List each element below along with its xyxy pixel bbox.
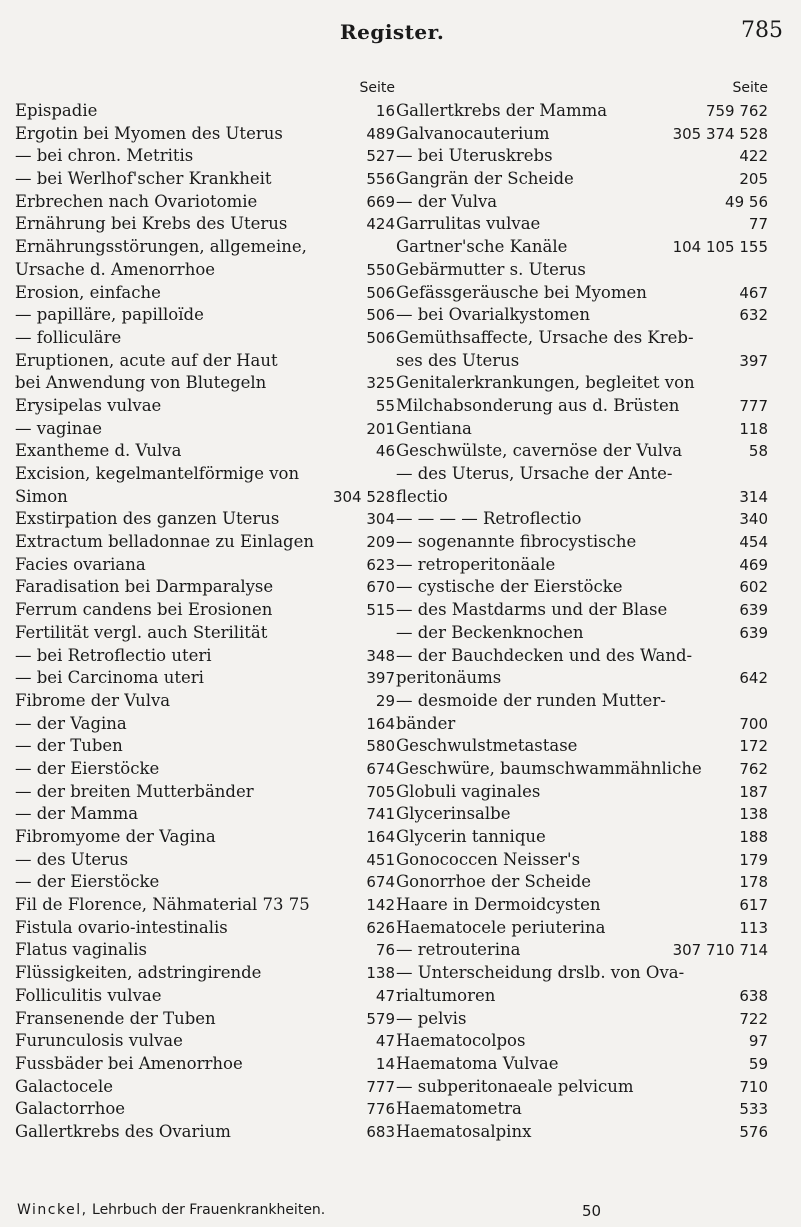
index-entry-term: — subperitonaeale pelvicum: [396, 1076, 634, 1096]
index-entry: [15, 599, 395, 622]
index-entry-pages: 304 528: [332, 487, 395, 506]
index-entry: [396, 236, 768, 259]
index-entry-pages: 506: [366, 328, 395, 347]
page-number: 785: [741, 18, 783, 43]
index-entry-term: — bei Werlhof'scher Krankheit: [15, 169, 272, 189]
index-entry: [15, 781, 395, 804]
index-entry-pages: 759 762: [705, 102, 768, 120]
index-entry-pages: 209: [366, 533, 395, 552]
index-entry: [396, 803, 768, 826]
index-entry-term: — bei chron. Metritis: [15, 146, 194, 166]
index-entry-term: Erysipelas vulvae: [15, 395, 162, 415]
right-column-seite-label: Seite: [732, 80, 768, 96]
index-entry: [15, 463, 395, 486]
index-entry-pages: 304: [366, 510, 395, 529]
index-entry: [396, 962, 768, 985]
index-entry: [15, 645, 395, 668]
index-entry-pages: 77: [748, 215, 768, 234]
index-entry-term: Ernährung bei Krebs des Uterus: [15, 214, 288, 234]
index-entry-term: Simon: [15, 486, 68, 506]
index-entry-pages: 187: [739, 782, 768, 801]
index-entry-pages: 451: [366, 850, 395, 869]
index-entry-term: Galactorrhoe: [15, 1099, 126, 1119]
index-entry: [15, 713, 395, 736]
index-entry: [396, 440, 768, 463]
index-entry-term: rialtumoren: [396, 985, 496, 1005]
index-entry-term: Furunculosis vulvae: [15, 1031, 183, 1051]
index-entry-pages: 576: [739, 1122, 768, 1141]
index-entry: [396, 1121, 768, 1144]
index-entry: [15, 917, 395, 940]
index-entry-term: — des Mastdarms und der Blase: [396, 600, 668, 620]
index-entry-pages: 97: [748, 1032, 768, 1051]
index-entry-term: Fistula ovario-intestinalis: [15, 917, 228, 937]
index-entry: [15, 418, 395, 441]
index-entry-term: Faradisation bei Darmparalyse: [15, 577, 274, 597]
index-entry: [396, 145, 768, 168]
index-entry: [15, 735, 395, 758]
index-entry: [396, 508, 768, 531]
left-index-list: [15, 100, 395, 1144]
index-entry: [15, 667, 395, 690]
index-entry-term: peritonäums: [396, 668, 502, 688]
index-entry-term: Fransenende der Tuben: [15, 1008, 216, 1028]
index-entry: [396, 304, 768, 327]
index-entry-term: Extractum belladonnae zu Einlagen: [15, 532, 314, 552]
index-entry-pages: 580: [366, 737, 395, 756]
index-entry-term: Glycerinsalbe: [396, 804, 511, 824]
footer-author: Winckel,: [17, 1202, 88, 1218]
index-entry: [396, 554, 768, 577]
index-entry-pages: 138: [739, 805, 768, 824]
index-entry-pages: 777: [739, 396, 768, 415]
index-entry-term: Glycerin tannique: [396, 827, 546, 846]
index-entry: [396, 871, 768, 894]
index-entry: [396, 622, 768, 645]
index-entry-term: — desmoide der runden Mutter-: [396, 690, 666, 710]
index-entry-term: — der Eierstöcke: [15, 872, 160, 892]
index-entry-pages: 29: [375, 691, 395, 710]
index-entry-term: — sogenannte fibrocystische: [396, 532, 637, 552]
index-entry-pages: 506: [366, 283, 395, 302]
index-entry-term: — der breiten Mutterbänder: [15, 781, 254, 801]
index-entry-term: — der Vulva: [396, 191, 498, 211]
index-entry-term: Flatus vaginalis: [15, 940, 148, 960]
index-entry: [396, 123, 768, 146]
index-entry: [15, 145, 395, 168]
index-entry-pages: 424: [366, 215, 395, 234]
index-entry-pages: 467: [739, 283, 768, 302]
index-entry-term: Genitalerkrankungen, begleitet von: [396, 373, 695, 393]
left-column-seite-label: Seite: [359, 80, 395, 96]
index-entry-term: Fibrome der Vulva: [15, 690, 171, 710]
index-entry-pages: 638: [739, 986, 768, 1005]
index-entry: [15, 576, 395, 599]
index-entry: [15, 622, 395, 645]
index-entry-term: — der Eierstöcke: [15, 758, 160, 778]
index-entry-pages: 515: [366, 601, 395, 620]
index-entry-pages: 670: [366, 578, 395, 597]
index-entry-pages: 142: [366, 896, 395, 915]
index-entry-term: Haematocele periuterina: [396, 917, 606, 937]
index-entry: [15, 826, 395, 849]
index-entry-pages: 46: [375, 442, 395, 461]
index-entry-term: Ernährungsstörungen, allgemeine,: [15, 237, 307, 257]
index-entry: [15, 100, 395, 123]
index-entry-term: Ursache d. Amenorrhoe: [15, 259, 216, 279]
index-entry: [15, 395, 395, 418]
index-entry: [15, 690, 395, 713]
index-entry: [15, 1098, 395, 1121]
index-entry-pages: 674: [366, 759, 395, 778]
index-entry: [396, 1053, 768, 1076]
index-entry-term: flectio: [396, 486, 448, 506]
index-entry-pages: 59: [748, 1054, 768, 1073]
index-entry: [15, 962, 395, 985]
index-entry-term: Exantheme d. Vulva: [15, 441, 182, 461]
index-entry-term: Fertilität vergl. auch Sterilität: [15, 622, 268, 642]
index-entry-pages: 454: [739, 533, 768, 552]
index-entry-pages: 556: [366, 170, 395, 189]
right-index-list: [396, 100, 768, 1144]
index-entry: [15, 372, 395, 395]
index-entry-pages: 533: [739, 1100, 768, 1119]
index-entry: [396, 327, 768, 350]
index-entry-term: Gangrän der Scheide: [396, 169, 574, 189]
index-entry-term: — der Vagina: [15, 713, 127, 733]
index-entry-pages: 700: [739, 714, 768, 733]
index-entry: [396, 1098, 768, 1121]
index-entry: [396, 486, 768, 509]
index-entry-pages: 58: [748, 442, 768, 461]
index-entry-pages: 397: [739, 351, 768, 370]
index-entry: [15, 486, 395, 509]
index-entry-term: Fussbäder bei Amenorrhoe: [15, 1053, 243, 1073]
index-entry: [15, 849, 395, 872]
index-entry-term: — — — — Retroflectio: [396, 509, 582, 529]
index-entry: [15, 531, 395, 554]
index-entry-pages: 683: [366, 1122, 395, 1141]
index-entry: [15, 508, 395, 531]
index-entry-term: Epispadie: [15, 101, 98, 120]
index-entry: [396, 372, 768, 395]
footer-book-title: Lehrbuch der Frauenkrankheiten.: [92, 1202, 326, 1218]
index-entry: [396, 418, 768, 441]
index-entry-pages: 632: [739, 306, 768, 325]
index-entry-pages: 55: [375, 396, 395, 415]
running-title: Register.: [340, 20, 445, 44]
index-entry-term: — Unterscheidung drslb. von Ova-: [396, 963, 685, 983]
index-entry-pages: 639: [739, 601, 768, 620]
index-entry-pages: 179: [739, 850, 768, 869]
index-entry: [15, 236, 395, 259]
index-entry-pages: 579: [366, 1009, 395, 1028]
index-entry: [396, 463, 768, 486]
index-entry-term: Folliculitis vulvae: [15, 985, 162, 1005]
index-entry-term: Gonorrhoe der Scheide: [396, 872, 592, 892]
page-header: [0, 18, 801, 50]
index-entry-term: Haematometra: [396, 1099, 522, 1119]
index-entry: [396, 713, 768, 736]
index-entry-pages: 201: [366, 419, 395, 438]
index-entry-pages: 705: [366, 782, 395, 801]
index-entry-term: — des Uterus: [15, 849, 129, 869]
index-entry-pages: 422: [739, 147, 768, 166]
index-entry-term: Globuli vaginales: [396, 781, 541, 801]
index-entry: [396, 576, 768, 599]
index-entry: [396, 690, 768, 713]
index-entry-pages: 305 374 528: [672, 124, 768, 143]
index-entry-term: Excision, kegelmantelförmige von: [15, 464, 300, 483]
index-entry-pages: 188: [739, 828, 768, 846]
index-entry: [396, 849, 768, 872]
index-entry-term: Garrulitas vulvae: [396, 214, 541, 234]
index-entry-pages: 49 56: [725, 192, 768, 211]
index-entry-pages: 172: [739, 737, 768, 756]
index-entry-term: Fibromyome der Vagina: [15, 827, 216, 846]
index-entry-pages: 741: [366, 805, 395, 824]
index-entry-pages: 340: [739, 510, 768, 529]
index-entry-pages: 325: [366, 374, 395, 393]
index-entry: [396, 259, 768, 282]
index-entry: [396, 826, 768, 849]
index-entry-term: Gentiana: [396, 418, 472, 438]
index-entry-term: Geschwülste, cavernöse der Vulva: [396, 441, 683, 461]
index-entry-pages: 307 710 714: [672, 941, 768, 960]
index-entry: [396, 1030, 768, 1053]
index-entry-pages: 762: [739, 759, 768, 778]
index-entry: [396, 282, 768, 305]
index-entry-pages: 164: [366, 828, 395, 846]
index-entry-pages: 16: [375, 102, 395, 120]
index-entry-pages: 550: [366, 260, 395, 279]
index-entry-term: — der Beckenknochen: [396, 622, 584, 642]
index-entry: [396, 1076, 768, 1099]
index-entry: [396, 168, 768, 191]
index-entry-pages: 164: [366, 714, 395, 733]
index-entry-term: Erosion, einfache: [15, 282, 161, 302]
index-entry: [15, 1121, 395, 1144]
index-entry-term: Ergotin bei Myomen des Uterus: [15, 123, 283, 143]
index-entry-pages: 623: [366, 555, 395, 574]
index-entry-term: Geschwulstmetastase: [396, 736, 578, 756]
index-entry: [396, 1008, 768, 1031]
index-entry: [15, 803, 395, 826]
index-entry: [396, 985, 768, 1008]
index-entry: [396, 758, 768, 781]
index-entry-pages: 642: [739, 669, 768, 688]
index-entry-term: Gonococcen Neisser's: [396, 849, 581, 869]
index-entry-term: Erbrechen nach Ovariotomie: [15, 191, 258, 211]
printer-signature: 50: [582, 1202, 602, 1220]
index-entry-pages: 348: [366, 646, 395, 665]
index-entry: [396, 395, 768, 418]
index-entry-term: — cystische der Eierstöcke: [396, 577, 623, 597]
index-entry: [15, 871, 395, 894]
index-entry-pages: 777: [366, 1077, 395, 1096]
index-entry: [396, 531, 768, 554]
index-entry-term: Fil de Florence, Nähmaterial 73 75: [15, 895, 310, 915]
index-entry: [396, 100, 768, 123]
index-entry: [396, 599, 768, 622]
index-entry: [15, 894, 395, 917]
index-entry: [15, 758, 395, 781]
index-entry: [15, 304, 395, 327]
index-entry: [396, 191, 768, 214]
index-entry-pages: 489: [366, 124, 395, 143]
index-entry: [15, 1076, 395, 1099]
index-entry-term: Geschwüre, baumschwammähnliche: [396, 758, 702, 778]
index-entry: [396, 735, 768, 758]
index-entry-term: — bei Uteruskrebs: [396, 146, 553, 166]
index-entry: [396, 213, 768, 236]
index-entry-term: Flüssigkeiten, adstringirende: [15, 963, 262, 983]
index-entry-pages: 602: [739, 578, 768, 597]
index-entry-term: Gallertkrebs der Mamma: [396, 101, 608, 120]
index-entry-pages: 205: [739, 170, 768, 189]
index-entry: [396, 350, 768, 373]
index-entry-term: bänder: [396, 713, 456, 733]
index-entry: [15, 440, 395, 463]
index-entry-term: — bei Ovarialkystomen: [396, 305, 590, 325]
index-entry-pages: 314: [739, 487, 768, 506]
index-entry-term: — papilläre, papilloïde: [15, 305, 204, 325]
index-entry-term: Exstirpation des ganzen Uterus: [15, 509, 280, 529]
index-entry-term: Facies ovariana: [15, 554, 146, 574]
index-entry-term: — folliculäre: [15, 327, 122, 347]
index-entry-term: Galvanocauterium: [396, 123, 550, 143]
index-entry-term: Haematosalpinx: [396, 1121, 532, 1141]
index-entry: [15, 1053, 395, 1076]
index-entry-term: — der Tuben: [15, 736, 123, 756]
index-entry-pages: 113: [739, 918, 768, 937]
index-entry-pages: 639: [739, 623, 768, 642]
index-entry: [396, 917, 768, 940]
index-entry-pages: 104 105 155: [672, 238, 768, 257]
index-entry: [15, 554, 395, 577]
index-entry-term: Haematocolpos: [396, 1031, 526, 1051]
index-entry-term: Haare in Dermoidcysten: [396, 895, 601, 915]
index-entry-pages: 776: [366, 1100, 395, 1119]
index-entry: [15, 939, 395, 962]
index-entry-term: — pelvis: [396, 1008, 467, 1028]
index-entry: [396, 667, 768, 690]
index-entry-term: — vaginae: [15, 418, 102, 438]
index-entry-term: Eruptionen, acute auf der Haut: [15, 350, 278, 370]
index-entry: [15, 259, 395, 282]
index-entry: [396, 894, 768, 917]
index-entry: [15, 282, 395, 305]
index-entry: [15, 985, 395, 1008]
index-entry-pages: 397: [366, 669, 395, 688]
index-entry-pages: 626: [366, 918, 395, 937]
index-entry-pages: 674: [366, 873, 395, 892]
index-entry: [15, 350, 395, 373]
index-entry-term: Gefässgeräusche bei Myomen: [396, 282, 647, 302]
index-entry-pages: 138: [366, 964, 395, 983]
index-entry-pages: 506: [366, 306, 395, 325]
index-entry-term: — bei Retroflectio uteri: [15, 645, 212, 665]
index-entry-pages: 76: [375, 941, 395, 960]
index-entry: [15, 213, 395, 236]
index-entry-term: Haematoma Vulvae: [396, 1053, 559, 1073]
index-entry-term: — der Bauchdecken und des Wand-: [396, 645, 693, 665]
index-entry-pages: 47: [375, 986, 395, 1005]
index-entry-term: — retrouterina: [396, 940, 521, 960]
index-entry-term: bei Anwendung von Blutegeln: [15, 373, 267, 393]
index-entry: [15, 191, 395, 214]
index-entry: [396, 939, 768, 962]
index-entry-pages: 722: [739, 1009, 768, 1028]
index-entry-term: Gallertkrebs des Ovarium: [15, 1121, 231, 1141]
index-entry: [15, 123, 395, 146]
index-entry-term: Gebärmutter s. Uterus: [396, 259, 586, 279]
index-entry-term: — der Mamma: [15, 804, 139, 824]
index-entry: [15, 1008, 395, 1031]
index-entry-term: Milchabsonderung aus d. Brüsten: [396, 395, 680, 415]
index-entry-pages: 178: [739, 873, 768, 892]
page-footer: [17, 1202, 325, 1218]
index-entry-pages: 469: [739, 555, 768, 574]
index-entry-term: — des Uterus, Ursache der Ante-: [396, 464, 673, 483]
index-entry: [396, 645, 768, 668]
index-entry-term: ses des Uterus: [396, 350, 520, 370]
index-entry-pages: 527: [366, 147, 395, 166]
index-entry-pages: 14: [375, 1054, 395, 1073]
index-entry-term: Gemüthsaffecte, Ursache des Kreb-: [396, 327, 694, 347]
index-entry: [396, 781, 768, 804]
index-entry-term: Gartner'sche Kanäle: [396, 237, 568, 257]
index-entry-pages: 710: [739, 1077, 768, 1096]
index-entry: [15, 168, 395, 191]
index-entry: [15, 1030, 395, 1053]
index-entry: [15, 327, 395, 350]
index-entry-pages: 47: [375, 1032, 395, 1051]
index-entry-term: Ferrum candens bei Erosionen: [15, 600, 273, 620]
index-entry-term: — retroperitonäale: [396, 554, 556, 574]
index-entry-pages: 617: [739, 896, 768, 915]
index-entry-pages: 118: [739, 419, 768, 438]
index-entry-term: — bei Carcinoma uteri: [15, 668, 204, 688]
index-entry-term: Galactocele: [15, 1076, 113, 1096]
index-entry-pages: 669: [366, 192, 395, 211]
